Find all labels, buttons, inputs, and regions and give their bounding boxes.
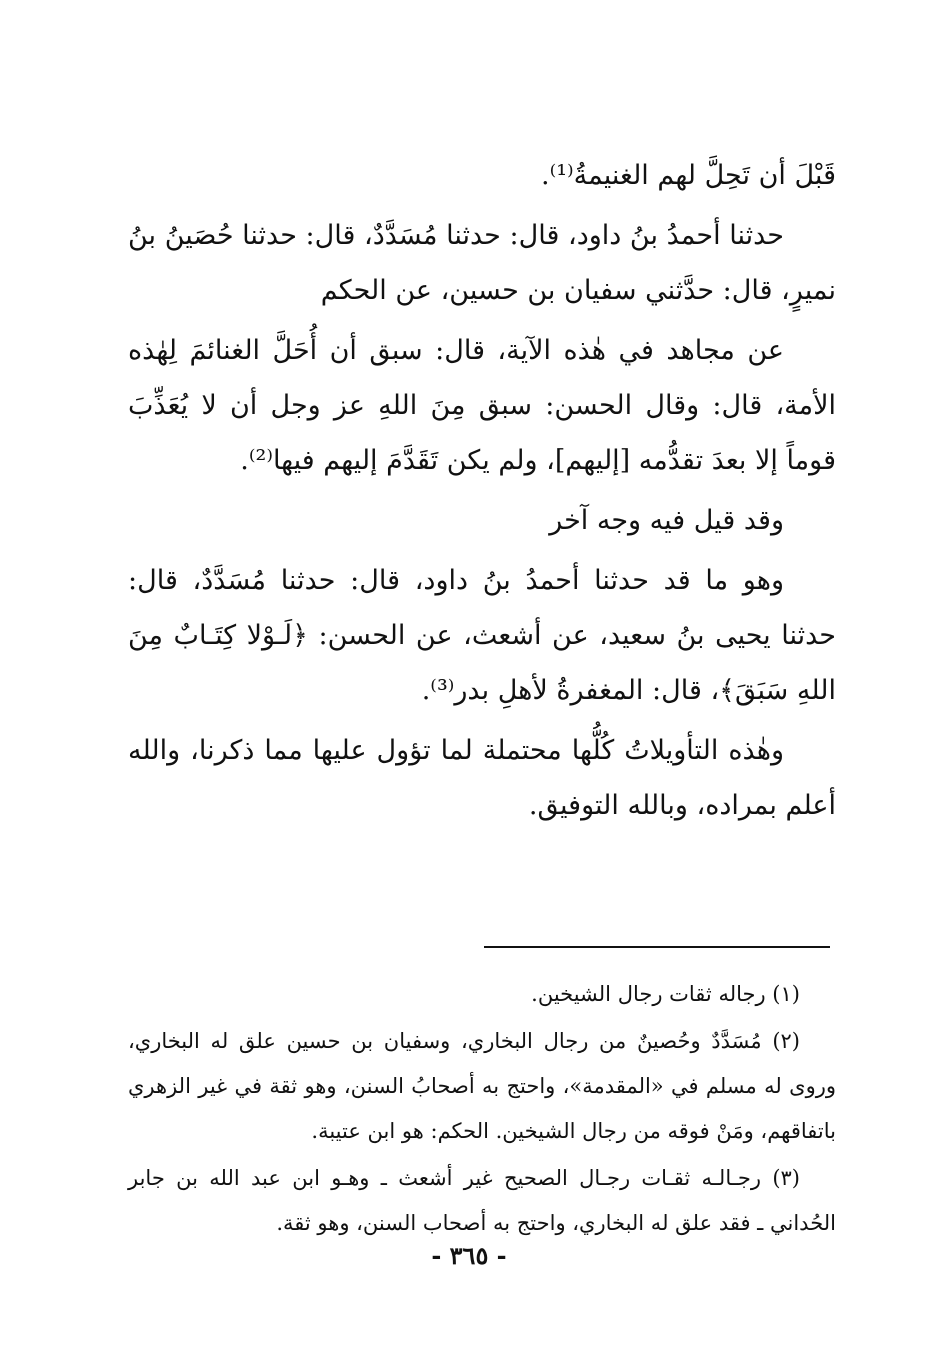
main-text <box>128 148 836 838</box>
paragraph-mujahid: عن مجاهد في هٰذه الآية، قال: سبق أن أُحَلَّ الغنائمَ لِهٰذه الأمة، قال: وقال الحسن: سبق مِنَ اللهِ عز وجل أن لا يُعَذِّبَ قوماً إلا بعدَ تقدُّمه [إليهم]، ولم يكن تَقَدَّمَ إليهم فيها⁽²⁾. <box>128 335 836 476</box>
footnote-2: (٢) مُسَدَّدٌ وحُصينٌ من رجال البخاري، وسفيان بن حسين علق له البخاري، وروى له مسلم في «المقدمة»، واحتج به أصحابُ السنن، وهو ثقة في غير الزهري باتفاقهم، ومَنْ فوقه من رجال الشيخين. الحكم: هو ابن عتيبة. <box>128 1029 836 1143</box>
paragraph-isnad-1: حدثنا أحمدُ بنُ داود، قال: حدثنا مُسَدَّدٌ، قال: حدثنا حُصَينُ بنُ نميرٍ، قال: حدَّثني سفيان بن حسين، عن الحكم <box>128 220 836 306</box>
footnote-separator <box>484 946 830 948</box>
footnote-1: (١) رجاله ثقات رجال الشيخين. <box>531 982 800 1006</box>
paragraph-isnad-2: وهو ما قد حدثنا أحمدُ بنُ داود، قال: حدثنا مُسَدَّدٌ، قال: حدثنا يحيى بنُ سعيد، عن أشعث، عن الحسن: ﴿لَـوْلا كِتَـابٌ مِنَ اللهِ سَبَقَ﴾، قال: المغفرةُ لأهلِ بدر⁽³⁾. <box>128 565 836 706</box>
page-number: - ٣٦٥ - <box>431 1241 507 1270</box>
paragraph-other-view: وقد قيل فيه وجه آخر <box>549 505 784 536</box>
footnote-3: (٣) رجـالـه ثقـات رجـال الصحيح غير أشعث ـ وهـو ابن عبد الله بن جابر الحُداني ـ فقد علق له البخاري، واحتج به أصحاب السنن، وهو ثقة. <box>128 1166 836 1235</box>
footnotes <box>128 972 836 1248</box>
paragraph-conclusion: وهٰذه التأويلاتُ كُلُّها محتملة لما تؤول عليها مما ذكرنا، والله أعلم بمراده، وبالله التوفيق. <box>128 735 836 821</box>
paragraph-continuation: قَبْلَ أن تَحِلَّ لهم الغنيمةُ⁽¹⁾. <box>540 160 836 191</box>
